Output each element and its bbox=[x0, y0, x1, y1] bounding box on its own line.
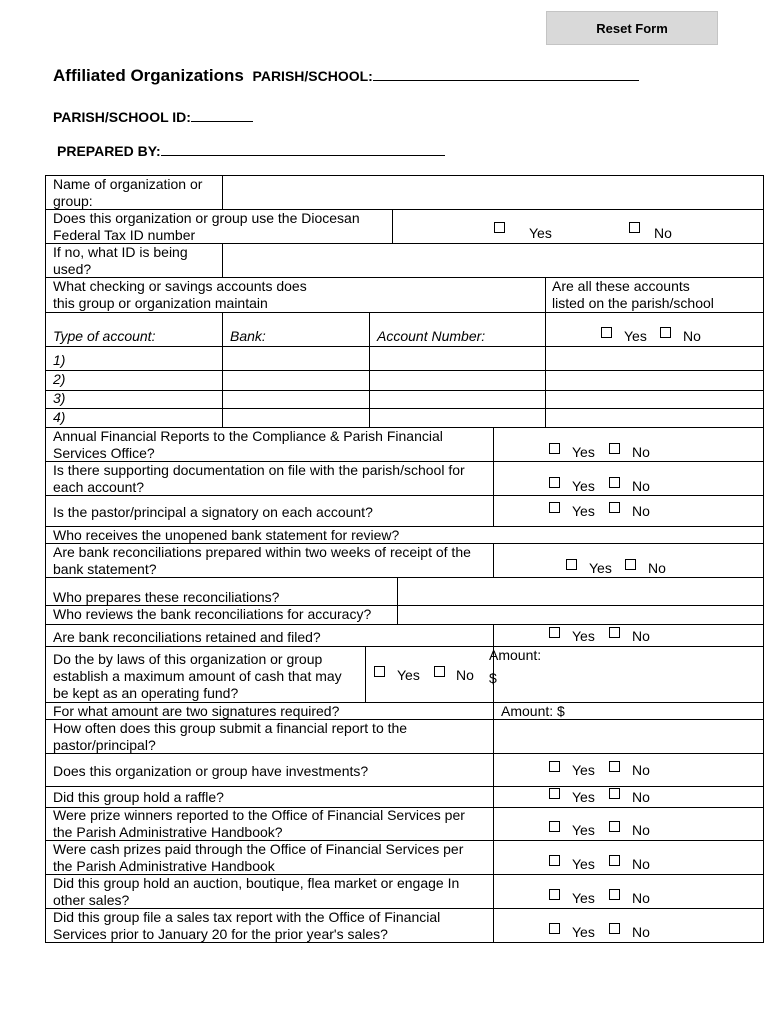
tax-id-line-2: Federal Tax ID number bbox=[53, 227, 196, 243]
tax-id-no-checkbox[interactable] bbox=[629, 222, 640, 233]
cash-prizes-question bbox=[53, 841, 463, 875]
investments-question: Does this organization or group have investments? bbox=[53, 763, 369, 779]
reconciliations-yes-label: Yes bbox=[589, 560, 612, 576]
pastor-signatory-question: Is the pastor/principal a signatory on each account? bbox=[53, 504, 373, 520]
account-row-2-label: 2) bbox=[53, 371, 66, 387]
reconciliations-no-label: No bbox=[648, 560, 666, 576]
raffle-question: Did this group hold a raffle? bbox=[53, 789, 224, 805]
supporting-docs-question bbox=[53, 462, 465, 496]
raffle-yes-label: Yes bbox=[572, 789, 595, 805]
who-prepares-question: Who prepares these reconciliations? bbox=[53, 589, 280, 605]
investments-no-checkbox[interactable] bbox=[609, 761, 620, 772]
retained-no-checkbox[interactable] bbox=[609, 627, 620, 638]
two-signatures-question: For what amount are two signatures required? bbox=[53, 703, 340, 719]
account-number-header: Account Number: bbox=[377, 328, 486, 344]
auction-question bbox=[53, 875, 459, 909]
pastor-signatory-yes-checkbox[interactable] bbox=[549, 502, 560, 513]
other-id-line-1: If no, what ID is being bbox=[53, 244, 188, 260]
sales-tax-question bbox=[53, 909, 440, 943]
pastor-signatory-yes-label: Yes bbox=[572, 503, 595, 519]
annual-reports-yes-label: Yes bbox=[572, 444, 595, 460]
reconciliations-two-weeks-question bbox=[53, 544, 471, 578]
prize-winners-question bbox=[53, 807, 465, 841]
prize-winners-line-2: the Parish Administrative Handbook? bbox=[53, 824, 283, 840]
statement-receiver-input[interactable] bbox=[494, 527, 762, 542]
bylaws-no-checkbox[interactable] bbox=[434, 666, 445, 677]
bylaws-amount-label: Amount: bbox=[489, 647, 542, 663]
supporting-docs-no-label: No bbox=[632, 478, 650, 494]
account-row-3-label: 3) bbox=[53, 390, 66, 406]
investments-yes-label: Yes bbox=[572, 762, 595, 778]
accounts-listed-question bbox=[552, 278, 714, 312]
retained-no-label: No bbox=[632, 628, 650, 644]
annual-reports-question bbox=[53, 428, 443, 462]
type-of-account-header: Type of account: bbox=[53, 328, 156, 344]
pastor-signatory-no-label: No bbox=[632, 503, 650, 519]
statement-receiver-question: Who receives the unopened bank statement for review? bbox=[53, 527, 400, 543]
accounts-listed-yes-label: Yes bbox=[624, 328, 647, 344]
raffle-yes-checkbox[interactable] bbox=[549, 788, 560, 799]
bylaws-line-3: be kept as an operating fund? bbox=[53, 685, 239, 701]
supporting-docs-line-2: each account? bbox=[53, 479, 145, 495]
auction-yes-checkbox[interactable] bbox=[549, 889, 560, 900]
supporting-docs-no-checkbox[interactable] bbox=[609, 477, 620, 488]
accounts-line-1: What checking or savings accounts does bbox=[53, 278, 307, 294]
annual-reports-line-2: Services Office? bbox=[53, 445, 155, 461]
cash-prizes-no-checkbox[interactable] bbox=[609, 855, 620, 866]
bylaws-no-label: No bbox=[456, 667, 474, 683]
reset-form-button[interactable]: Reset Form bbox=[546, 11, 718, 45]
prize-winners-yes-label: Yes bbox=[572, 822, 595, 838]
annual-reports-line-1: Annual Financial Reports to the Compliance & Parish Financial bbox=[53, 428, 443, 444]
auction-no-checkbox[interactable] bbox=[609, 889, 620, 900]
tax-id-question bbox=[53, 210, 360, 244]
auction-no-label: No bbox=[632, 890, 650, 906]
sales-tax-line-2: Services prior to January 20 for the prior year's sales? bbox=[53, 926, 388, 942]
bylaws-amount-input[interactable] bbox=[502, 668, 760, 688]
sales-tax-no-label: No bbox=[632, 924, 650, 940]
reconciliations-no-checkbox[interactable] bbox=[625, 559, 636, 570]
tax-id-no-label: No bbox=[654, 225, 672, 241]
annual-reports-no-checkbox[interactable] bbox=[609, 443, 620, 454]
page-title: Affiliated Organizations bbox=[53, 66, 244, 85]
auction-line-2: other sales? bbox=[53, 892, 130, 908]
retained-question: Are bank reconciliations retained and filed? bbox=[53, 629, 321, 645]
two-signatures-amount-label: Amount: $ bbox=[501, 703, 565, 719]
investments-yes-checkbox[interactable] bbox=[549, 761, 560, 772]
other-id-question bbox=[53, 244, 188, 278]
annual-reports-yes-checkbox[interactable] bbox=[549, 443, 560, 454]
accounts-listed-line-1: Are all these accounts bbox=[552, 278, 690, 294]
cash-prizes-yes-checkbox[interactable] bbox=[549, 855, 560, 866]
who-reviews-input[interactable] bbox=[399, 606, 762, 623]
auction-yes-label: Yes bbox=[572, 890, 595, 906]
account-row-1-label: 1) bbox=[53, 352, 66, 368]
report-frequency-question bbox=[53, 720, 407, 754]
prepared-by-label: PREPARED BY: bbox=[57, 143, 161, 159]
raffle-no-checkbox[interactable] bbox=[609, 788, 620, 799]
accounts-listed-yes-checkbox[interactable] bbox=[601, 327, 612, 338]
prize-winners-no-checkbox[interactable] bbox=[609, 821, 620, 832]
reconciliations-line-2: bank statement? bbox=[53, 561, 157, 577]
bylaws-line-1: Do the by laws of this organization or group bbox=[53, 651, 323, 667]
accounts-question bbox=[53, 278, 307, 312]
cash-prizes-line-1: Were cash prizes paid through the Office of Financial Services per bbox=[53, 841, 464, 857]
bylaws-line-2: establish a maximum amount of cash that may bbox=[53, 668, 342, 684]
bylaws-yes-checkbox[interactable] bbox=[374, 666, 385, 677]
other-id-line-2: used? bbox=[53, 261, 92, 277]
who-prepares-input[interactable] bbox=[399, 579, 762, 604]
org-name-input[interactable] bbox=[224, 177, 762, 208]
reconciliations-yes-checkbox[interactable] bbox=[566, 559, 577, 570]
other-id-input[interactable] bbox=[224, 245, 762, 276]
parish-school-id-label: PARISH/SCHOOL ID: bbox=[53, 109, 191, 125]
parish-school-label: PARISH/SCHOOL: bbox=[252, 68, 373, 84]
cash-prizes-no-label: No bbox=[632, 856, 650, 872]
bylaws-dollar-sign: $ bbox=[489, 670, 497, 686]
prize-winners-line-1: Were prize winners reported to the Office of Financial Services per bbox=[53, 807, 465, 823]
investments-no-label: No bbox=[632, 762, 650, 778]
report-frequency-line-1: How often does this group submit a financial report to the bbox=[53, 720, 408, 736]
org-name-line-2: group: bbox=[53, 193, 93, 209]
sales-tax-line-1: Did this group file a sales tax report with the Office of Financial bbox=[53, 909, 441, 925]
retained-yes-label: Yes bbox=[572, 628, 595, 644]
bylaws-yes-label: Yes bbox=[397, 667, 420, 683]
accounts-line-2: this group or organization maintain bbox=[53, 295, 268, 311]
prize-winners-no-label: No bbox=[632, 822, 650, 838]
supporting-docs-line-1: Is there supporting documentation on file with the parish/school for bbox=[53, 462, 465, 478]
cash-prizes-line-2: the Parish Administrative Handbook bbox=[53, 858, 275, 874]
sales-tax-yes-label: Yes bbox=[572, 924, 595, 940]
accounts-listed-no-label: No bbox=[683, 328, 701, 344]
tax-id-line-1: Does this organization or group use the Diocesan bbox=[53, 210, 360, 226]
bank-header: Bank: bbox=[230, 328, 266, 344]
account-row-4-label: 4) bbox=[53, 409, 66, 425]
two-signatures-amount-input[interactable] bbox=[570, 703, 760, 718]
supporting-docs-yes-label: Yes bbox=[572, 478, 595, 494]
accounts-listed-no-checkbox[interactable] bbox=[660, 327, 671, 338]
retained-yes-checkbox[interactable] bbox=[549, 627, 560, 638]
supporting-docs-yes-checkbox[interactable] bbox=[549, 477, 560, 488]
tax-id-yes-checkbox[interactable] bbox=[494, 222, 505, 233]
org-name-label bbox=[53, 176, 202, 210]
cash-prizes-yes-label: Yes bbox=[572, 856, 595, 872]
pastor-signatory-no-checkbox[interactable] bbox=[609, 502, 620, 513]
annual-reports-no-label: No bbox=[632, 444, 650, 460]
reconciliations-line-1: Are bank reconciliations prepared within two weeks of receipt of the bbox=[53, 544, 471, 560]
accounts-listed-line-2: listed on the parish/school bbox=[552, 295, 714, 311]
report-frequency-line-2: pastor/principal? bbox=[53, 737, 156, 753]
org-name-line-1: Name of organization or bbox=[53, 176, 203, 192]
who-reviews-question: Who reviews the bank reconciliations for accuracy? bbox=[53, 606, 372, 622]
tax-id-yes-label: Yes bbox=[529, 225, 552, 241]
bylaws-question bbox=[53, 651, 342, 702]
report-frequency-input[interactable] bbox=[495, 721, 762, 752]
prize-winners-yes-checkbox[interactable] bbox=[549, 821, 560, 832]
auction-line-1: Did this group hold an auction, boutique, flea market or engage In bbox=[53, 875, 460, 891]
sales-tax-no-checkbox[interactable] bbox=[609, 923, 620, 934]
sales-tax-yes-checkbox[interactable] bbox=[549, 923, 560, 934]
raffle-no-label: No bbox=[632, 789, 650, 805]
